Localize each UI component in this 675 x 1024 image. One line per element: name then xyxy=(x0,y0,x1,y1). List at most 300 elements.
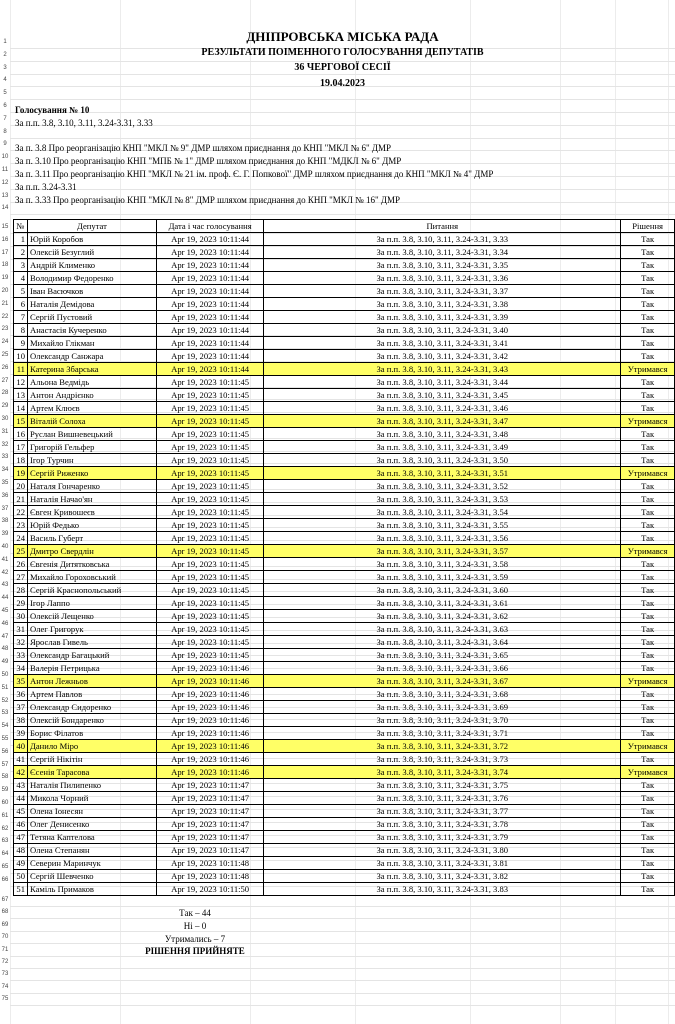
agenda-item: За п.п. 3.24-3.31 xyxy=(15,182,77,192)
agenda-item: За п. 3.10 Про реорганізацію КНП "МПБ № 1" ДМР шляхом приєднання до КНП "МДКЛ № 6" ДМР xyxy=(15,156,402,166)
question-cell: За п.п. 3.8, 3.10, 3.11, 3.24-3.31, 3.38 xyxy=(264,298,621,311)
table-row xyxy=(14,727,675,740)
row-number-cell: 42 xyxy=(14,766,28,779)
vote-time-cell: Apr 19, 2023 10:11:45 xyxy=(156,571,263,584)
agenda-item: За п. 3.33 Про реорганізацію КНП "МКЛ № 8" ДМР шляхом приєднання до КНП "МКЛ № 16" ДМР xyxy=(15,195,401,205)
vote-time-cell: Apr 19, 2023 10:11:47 xyxy=(156,792,263,805)
question-cell: За п.п. 3.8, 3.10, 3.11, 3.24-3.31, 3.52 xyxy=(264,480,621,493)
deputy-name-cell: Руслан Вишневецький xyxy=(27,428,156,441)
row-header: 1 xyxy=(3,39,7,45)
decision-cell: Так xyxy=(621,493,675,506)
question-cell: За п.п. 3.8, 3.10, 3.11, 3.24-3.31, 3.71 xyxy=(264,727,621,740)
deputy-name-cell: Олександр Санжара xyxy=(27,350,156,363)
row-number-cell: 46 xyxy=(14,818,28,831)
question-cell: За п.п. 3.8, 3.10, 3.11, 3.24-3.31, 3.33 xyxy=(264,233,621,246)
vote-time-cell: Apr 19, 2023 10:11:45 xyxy=(156,532,263,545)
row-header: 74 xyxy=(1,983,9,990)
agenda-item: За п. 3.11 Про реорганізацію КНП "МКЛ № 21 ім. проф. Є. Г. Попкової" ДМР шляхом приєднання до КНП "МКЛ № 4" ДМР xyxy=(15,169,494,179)
decision-cell: Так xyxy=(621,298,675,311)
question-cell: За п.п. 3.8, 3.10, 3.11, 3.24-3.31, 3.41 xyxy=(264,337,621,350)
decision-cell: Так xyxy=(621,610,675,623)
deputy-name-cell: Артем Павлов xyxy=(27,688,156,701)
decision-cell: Так xyxy=(621,870,675,883)
deputy-name-cell: Наталія Демідова xyxy=(27,298,156,311)
question-cell: За п.п. 3.8, 3.10, 3.11, 3.24-3.31, 3.64 xyxy=(264,636,621,649)
row-header: 4 xyxy=(3,77,7,84)
row-number-cell: 19 xyxy=(14,467,28,480)
row-header: 23 xyxy=(1,326,9,333)
table-row xyxy=(14,246,675,259)
vote-time-cell: Apr 19, 2023 10:11:46 xyxy=(156,753,263,766)
table-row xyxy=(14,831,675,844)
deputy-name-cell: Олена Степанян xyxy=(27,844,156,857)
table-row xyxy=(14,610,675,623)
row-number-cell: 50 xyxy=(14,870,28,883)
deputy-name-cell: Юрій Коробов xyxy=(27,233,156,246)
table-row xyxy=(14,259,675,272)
decision-cell: Так xyxy=(621,857,675,870)
vote-time-cell: Apr 19, 2023 10:11:44 xyxy=(156,246,263,259)
question-cell: За п.п. 3.8, 3.10, 3.11, 3.24-3.31, 3.43 xyxy=(264,363,621,376)
row-header: 52 xyxy=(1,697,9,704)
deputy-name-cell: Олег Григорук xyxy=(27,623,156,636)
row-header: 66 xyxy=(1,876,9,883)
decision-cell: Так xyxy=(621,779,675,792)
vote-time-cell: Apr 19, 2023 10:11:47 xyxy=(156,779,263,792)
row-header: 13 xyxy=(1,192,9,199)
row-header: 49 xyxy=(1,659,9,666)
deputy-name-cell: Ярослав Гивель xyxy=(27,636,156,649)
deputy-name-cell: Олександр Сидоренко xyxy=(27,701,156,714)
session-title: 36 ЧЕРГОВОЇ СЕСІЇ xyxy=(294,62,391,73)
table-row xyxy=(14,636,675,649)
decision-cell: Так xyxy=(621,753,675,766)
row-header: 61 xyxy=(1,812,9,819)
row-header: 62 xyxy=(1,825,9,832)
row-header: 2 xyxy=(3,51,7,58)
row-header: 56 xyxy=(1,748,9,755)
vote-time-cell: Apr 19, 2023 10:11:47 xyxy=(156,818,263,831)
council-title: ДНІПРОВСЬКА МІСЬКА РАДА xyxy=(246,29,439,44)
decision-cell: Так xyxy=(621,480,675,493)
table-header-row xyxy=(14,220,675,233)
deputy-name-cell: Іван Васючков xyxy=(27,285,156,298)
row-header: 42 xyxy=(1,569,9,576)
vote-time-cell: Apr 19, 2023 10:11:45 xyxy=(156,506,263,519)
vote-time-cell: Apr 19, 2023 10:11:44 xyxy=(156,285,263,298)
decision-cell: Так xyxy=(621,636,675,649)
decision-cell: Так xyxy=(621,311,675,324)
vote-time-cell: Apr 19, 2023 10:11:44 xyxy=(156,233,263,246)
row-header: 34 xyxy=(1,467,9,474)
decision-cell: Так xyxy=(621,246,675,259)
decision-cell: Так xyxy=(621,337,675,350)
deputy-name-cell: Олег Денисенко xyxy=(27,818,156,831)
deputy-name-cell: Олена Іонесян xyxy=(27,805,156,818)
question-cell: За п.п. 3.8, 3.10, 3.11, 3.24-3.31, 3.60 xyxy=(264,584,621,597)
row-number-cell: 12 xyxy=(14,376,28,389)
deputy-name-cell: Валерія Петрицька xyxy=(27,662,156,675)
question-cell: За п.п. 3.8, 3.10, 3.11, 3.24-3.31, 3.39 xyxy=(264,311,621,324)
row-number-cell: 15 xyxy=(14,415,28,428)
deputy-name-cell: Сергій Пустовий xyxy=(27,311,156,324)
grid-row-line xyxy=(10,906,675,907)
deputy-name-cell: Олексій Бондаренко xyxy=(27,714,156,727)
deputy-name-cell: Сергій Риженко xyxy=(27,467,156,480)
total-yes: Так – 44 xyxy=(179,908,211,918)
question-cell: За п.п. 3.8, 3.10, 3.11, 3.24-3.31, 3.50 xyxy=(264,454,621,467)
question-cell: За п.п. 3.8, 3.10, 3.11, 3.24-3.31, 3.77 xyxy=(264,805,621,818)
question-cell: За п.п. 3.8, 3.10, 3.11, 3.24-3.31, 3.73 xyxy=(264,753,621,766)
row-header: 70 xyxy=(1,934,9,941)
question-cell: За п.п. 3.8, 3.10, 3.11, 3.24-3.31, 3.81 xyxy=(264,857,621,870)
row-header: 9 xyxy=(3,141,7,148)
question-cell: За п.п. 3.8, 3.10, 3.11, 3.24-3.31, 3.70 xyxy=(264,714,621,727)
vote-subject: За п.п. 3.8, 3.10, 3.11, 3.24-3.31, 3.33 xyxy=(15,118,153,128)
table-row xyxy=(14,649,675,662)
deputy-name-cell: Віталій Солоха xyxy=(27,415,156,428)
table-row xyxy=(14,402,675,415)
vote-time-cell: Apr 19, 2023 10:11:48 xyxy=(156,870,263,883)
question-cell: За п.п. 3.8, 3.10, 3.11, 3.24-3.31, 3.49 xyxy=(264,441,621,454)
row-number-cell: 27 xyxy=(14,571,28,584)
row-number-cell: 51 xyxy=(14,883,28,896)
vote-time-cell: Apr 19, 2023 10:11:45 xyxy=(156,584,263,597)
deputy-name-cell: Сергій Шевченко xyxy=(27,870,156,883)
vote-time-cell: Apr 19, 2023 10:11:44 xyxy=(156,259,263,272)
row-number-cell: 45 xyxy=(14,805,28,818)
row-header: 59 xyxy=(1,787,9,794)
vote-time-cell: Apr 19, 2023 10:11:44 xyxy=(156,324,263,337)
row-header: 39 xyxy=(1,531,9,538)
table-row xyxy=(14,805,675,818)
row-number-cell: 10 xyxy=(14,350,28,363)
row-header: 26 xyxy=(1,364,9,371)
row-number-cell: 28 xyxy=(14,584,28,597)
question-cell: За п.п. 3.8, 3.10, 3.11, 3.24-3.31, 3.79 xyxy=(264,831,621,844)
row-header: 43 xyxy=(1,582,9,589)
row-number-cell: 22 xyxy=(14,506,28,519)
decision-cell: Так xyxy=(621,532,675,545)
row-header: 64 xyxy=(1,851,9,858)
row-number-cell: 38 xyxy=(14,714,28,727)
row-number-cell: 37 xyxy=(14,701,28,714)
row-header: 65 xyxy=(1,864,9,870)
deputy-name-cell: Ігор Турчин xyxy=(27,454,156,467)
table-row xyxy=(14,870,675,883)
decision-cell: Так xyxy=(621,324,675,337)
table-row xyxy=(14,662,675,675)
table-row xyxy=(14,545,675,558)
question-cell: За п.п. 3.8, 3.10, 3.11, 3.24-3.31, 3.46 xyxy=(264,402,621,415)
question-cell: За п.п. 3.8, 3.10, 3.11, 3.24-3.31, 3.61 xyxy=(264,597,621,610)
deputy-name-cell: Северин Маринчук xyxy=(27,857,156,870)
decision-cell: Так xyxy=(621,727,675,740)
table-row xyxy=(14,441,675,454)
deputy-name-cell: Михайло Глікман xyxy=(27,337,156,350)
row-number-cell: 3 xyxy=(14,259,28,272)
decision-cell: Так xyxy=(621,558,675,571)
vote-time-cell: Apr 19, 2023 10:11:44 xyxy=(156,337,263,350)
table-row xyxy=(14,857,675,870)
grid-row-line xyxy=(10,1005,675,1006)
vote-time-cell: Apr 19, 2023 10:11:45 xyxy=(156,597,263,610)
table-row xyxy=(14,597,675,610)
row-header: 48 xyxy=(1,646,9,653)
row-number-cell: 26 xyxy=(14,558,28,571)
row-header: 12 xyxy=(1,179,9,186)
table-row xyxy=(14,519,675,532)
decision-cell: Так xyxy=(621,688,675,701)
table-row xyxy=(14,532,675,545)
row-header: 36 xyxy=(1,492,9,499)
deputy-name-cell: Ігор Лаппо xyxy=(27,597,156,610)
question-cell: За п.п. 3.8, 3.10, 3.11, 3.24-3.31, 3.44 xyxy=(264,376,621,389)
question-cell: За п.п. 3.8, 3.10, 3.11, 3.24-3.31, 3.55 xyxy=(264,519,621,532)
vote-time-cell: Apr 19, 2023 10:11:45 xyxy=(156,610,263,623)
question-cell: За п.п. 3.8, 3.10, 3.11, 3.24-3.31, 3.51 xyxy=(264,467,621,480)
total-no: Ні – 0 xyxy=(183,921,207,931)
row-header: 7 xyxy=(3,115,7,122)
decision-cell: Так xyxy=(621,623,675,636)
decision-cell: Так xyxy=(621,649,675,662)
deputy-name-cell: Альона Ведмідь xyxy=(27,376,156,389)
decision-cell: Так xyxy=(621,350,675,363)
question-cell: За п.п. 3.8, 3.10, 3.11, 3.24-3.31, 3.65 xyxy=(264,649,621,662)
col-header-deputy: Депутат xyxy=(27,220,156,233)
deputy-name-cell: Борис Філатов xyxy=(27,727,156,740)
deputy-name-cell: Анастасія Кучеренко xyxy=(27,324,156,337)
table-row xyxy=(14,376,675,389)
row-header: 20 xyxy=(1,288,9,294)
question-cell: За п.п. 3.8, 3.10, 3.11, 3.24-3.31, 3.62 xyxy=(264,610,621,623)
row-header: 40 xyxy=(1,544,9,550)
decision-cell: Так xyxy=(621,454,675,467)
row-header: 55 xyxy=(1,736,9,742)
row-header: 63 xyxy=(1,838,9,845)
vote-time-cell: Apr 19, 2023 10:11:45 xyxy=(156,558,263,571)
vote-time-cell: Apr 19, 2023 10:11:50 xyxy=(156,883,263,896)
vote-time-cell: Apr 19, 2023 10:11:45 xyxy=(156,545,263,558)
table-row xyxy=(14,480,675,493)
decision-cell: Так xyxy=(621,402,675,415)
decision-cell: Так xyxy=(621,428,675,441)
deputy-name-cell: Наталія Пилипенко xyxy=(27,779,156,792)
question-cell: За п.п. 3.8, 3.10, 3.11, 3.24-3.31, 3.37 xyxy=(264,285,621,298)
votes-table xyxy=(13,219,675,896)
deputy-name-cell: Антон Лежньов xyxy=(27,675,156,688)
row-header: 46 xyxy=(1,620,9,627)
table-row xyxy=(14,688,675,701)
row-number-cell: 47 xyxy=(14,831,28,844)
table-row xyxy=(14,792,675,805)
row-header: 6 xyxy=(3,103,7,109)
row-header: 73 xyxy=(1,971,9,978)
row-header: 3 xyxy=(3,64,7,71)
agenda-item: За п. 3.8 Про реорганізацію КНП "МКЛ № 9" ДМР шляхом приєднання до КНП "МКЛ № 6" ДМР xyxy=(15,143,392,153)
table-row xyxy=(14,584,675,597)
decision-cell: Так xyxy=(621,883,675,896)
decision-cell: Так xyxy=(621,389,675,402)
table-row xyxy=(14,571,675,584)
question-cell: За п.п. 3.8, 3.10, 3.11, 3.24-3.31, 3.63 xyxy=(264,623,621,636)
question-cell: За п.п. 3.8, 3.10, 3.11, 3.24-3.31, 3.67 xyxy=(264,675,621,688)
table-row xyxy=(14,298,675,311)
vote-time-cell: Apr 19, 2023 10:11:47 xyxy=(156,805,263,818)
decision-cell: Так xyxy=(621,571,675,584)
vote-time-cell: Apr 19, 2023 10:11:45 xyxy=(156,467,263,480)
table-row xyxy=(14,701,675,714)
row-header: 44 xyxy=(1,595,9,602)
grid-row-line xyxy=(10,993,675,994)
row-header: 14 xyxy=(1,205,9,212)
decision-cell: Так xyxy=(621,831,675,844)
decision-cell: Утримався xyxy=(621,363,675,376)
grid-row-line xyxy=(10,74,675,75)
question-cell: За п.п. 3.8, 3.10, 3.11, 3.24-3.31, 3.75 xyxy=(264,779,621,792)
deputy-name-cell: Сергій Краснопольський xyxy=(27,584,156,597)
table-row xyxy=(14,558,675,571)
row-header: 21 xyxy=(1,300,9,307)
grid-row-line xyxy=(10,189,675,190)
table-row xyxy=(14,506,675,519)
row-number-cell: 5 xyxy=(14,285,28,298)
vote-time-cell: Apr 19, 2023 10:11:46 xyxy=(156,662,263,675)
decision-cell: Так xyxy=(621,506,675,519)
row-header: 18 xyxy=(1,262,9,269)
row-header: 47 xyxy=(1,633,9,640)
row-number-cell: 44 xyxy=(14,792,28,805)
row-header: 29 xyxy=(1,403,9,410)
question-cell: За п.п. 3.8, 3.10, 3.11, 3.24-3.31, 3.83 xyxy=(264,883,621,896)
row-number-cell: 33 xyxy=(14,649,28,662)
question-cell: За п.п. 3.8, 3.10, 3.11, 3.24-3.31, 3.78 xyxy=(264,818,621,831)
row-header: 60 xyxy=(1,800,9,806)
row-number-cell: 34 xyxy=(14,662,28,675)
table-row xyxy=(14,428,675,441)
decision-cell: Так xyxy=(621,519,675,532)
col-header-datetime: Дата і час голосування xyxy=(156,220,263,233)
row-number-cell: 25 xyxy=(14,545,28,558)
deputy-name-cell: Наталія Начао'ян xyxy=(27,493,156,506)
row-number-cell: 9 xyxy=(14,337,28,350)
vote-time-cell: Apr 19, 2023 10:11:45 xyxy=(156,454,263,467)
question-cell: За п.п. 3.8, 3.10, 3.11, 3.24-3.31, 3.42 xyxy=(264,350,621,363)
deputy-name-cell: Григорій Гельфер xyxy=(27,441,156,454)
table-row xyxy=(14,675,675,688)
question-cell: За п.п. 3.8, 3.10, 3.11, 3.24-3.31, 3.68 xyxy=(264,688,621,701)
table-row xyxy=(14,467,675,480)
grid-row-line xyxy=(10,980,675,981)
question-cell: За п.п. 3.8, 3.10, 3.11, 3.24-3.31, 3.82 xyxy=(264,870,621,883)
question-cell: За п.п. 3.8, 3.10, 3.11, 3.24-3.31, 3.35 xyxy=(264,259,621,272)
grid-row-line xyxy=(10,943,675,944)
grid-row-line xyxy=(10,138,675,139)
question-cell: За п.п. 3.8, 3.10, 3.11, 3.24-3.31, 3.40 xyxy=(264,324,621,337)
vote-time-cell: Apr 19, 2023 10:11:46 xyxy=(156,766,263,779)
table-row xyxy=(14,350,675,363)
vote-time-cell: Apr 19, 2023 10:11:45 xyxy=(156,415,263,428)
question-cell: За п.п. 3.8, 3.10, 3.11, 3.24-3.31, 3.48 xyxy=(264,428,621,441)
table-row xyxy=(14,363,675,376)
votes-table-body xyxy=(14,233,675,896)
deputy-name-cell: Микола Чорний xyxy=(27,792,156,805)
row-header: 75 xyxy=(1,996,9,1003)
decision-cell: Так xyxy=(621,805,675,818)
deputy-name-cell: Антон Андрієнко xyxy=(27,389,156,402)
vote-time-cell: Apr 19, 2023 10:11:45 xyxy=(156,636,263,649)
decision-cell: Так xyxy=(621,597,675,610)
row-header: 68 xyxy=(1,909,9,916)
question-cell: За п.п. 3.8, 3.10, 3.11, 3.24-3.31, 3.66 xyxy=(264,662,621,675)
decision-cell: Так xyxy=(621,233,675,246)
row-number-cell: 49 xyxy=(14,857,28,870)
row-number-cell: 32 xyxy=(14,636,28,649)
row-number-cell: 16 xyxy=(14,428,28,441)
question-cell: За п.п. 3.8, 3.10, 3.11, 3.24-3.31, 3.45 xyxy=(264,389,621,402)
row-header: 50 xyxy=(1,672,9,678)
decision-cell: Так xyxy=(621,792,675,805)
decision-cell: Так xyxy=(621,844,675,857)
table-row xyxy=(14,389,675,402)
decision-status: РІШЕННЯ ПРИЙНЯТЕ xyxy=(145,946,245,956)
row-number-cell: 8 xyxy=(14,324,28,337)
deputy-name-cell: Данило Міро xyxy=(27,740,156,753)
deputy-name-cell: Олександр Багацький xyxy=(27,649,156,662)
table-row xyxy=(14,324,675,337)
deputy-name-cell: Катерина Збарська xyxy=(27,363,156,376)
vote-time-cell: Apr 19, 2023 10:11:46 xyxy=(156,688,263,701)
deputy-name-cell: Юрій Федько xyxy=(27,519,156,532)
question-cell: За п.п. 3.8, 3.10, 3.11, 3.24-3.31, 3.58 xyxy=(264,558,621,571)
decision-cell: Так xyxy=(621,662,675,675)
row-header: 31 xyxy=(1,428,9,435)
row-number-cell: 30 xyxy=(14,610,28,623)
row-number-cell: 48 xyxy=(14,844,28,857)
vote-time-cell: Apr 19, 2023 10:11:45 xyxy=(156,480,263,493)
row-header: 11 xyxy=(1,167,9,173)
question-cell: За п.п. 3.8, 3.10, 3.11, 3.24-3.31, 3.36 xyxy=(264,272,621,285)
table-row xyxy=(14,779,675,792)
table-row xyxy=(14,883,675,896)
deputy-name-cell: Каміль Примаков xyxy=(27,883,156,896)
row-number-cell: 24 xyxy=(14,532,28,545)
decision-cell: Так xyxy=(621,285,675,298)
grid-row-line xyxy=(10,931,675,932)
row-header: 33 xyxy=(1,454,9,461)
decision-cell: Утримався xyxy=(621,545,675,558)
row-header: 67 xyxy=(1,897,9,903)
deputy-name-cell: Сергій Нікітін xyxy=(27,753,156,766)
table-row xyxy=(14,844,675,857)
row-header: 54 xyxy=(1,723,9,730)
row-header: 30 xyxy=(1,416,9,422)
vote-time-cell: Apr 19, 2023 10:11:45 xyxy=(156,519,263,532)
row-number-cell: 20 xyxy=(14,480,28,493)
decision-cell: Так xyxy=(621,818,675,831)
deputy-name-cell: Артем Клюєв xyxy=(27,402,156,415)
row-number-cell: 21 xyxy=(14,493,28,506)
row-header: 32 xyxy=(1,441,9,448)
question-cell: За п.п. 3.8, 3.10, 3.11, 3.24-3.31, 3.69 xyxy=(264,701,621,714)
deputy-name-cell: Дмитро Свердлін xyxy=(27,545,156,558)
vote-time-cell: Apr 19, 2023 10:11:45 xyxy=(156,493,263,506)
row-header: 57 xyxy=(1,761,9,768)
deputy-name-cell: Євген Кривошеєв xyxy=(27,506,156,519)
deputy-name-cell: Олексій Лещенко xyxy=(27,610,156,623)
table-row xyxy=(14,714,675,727)
row-header: 22 xyxy=(1,313,9,320)
